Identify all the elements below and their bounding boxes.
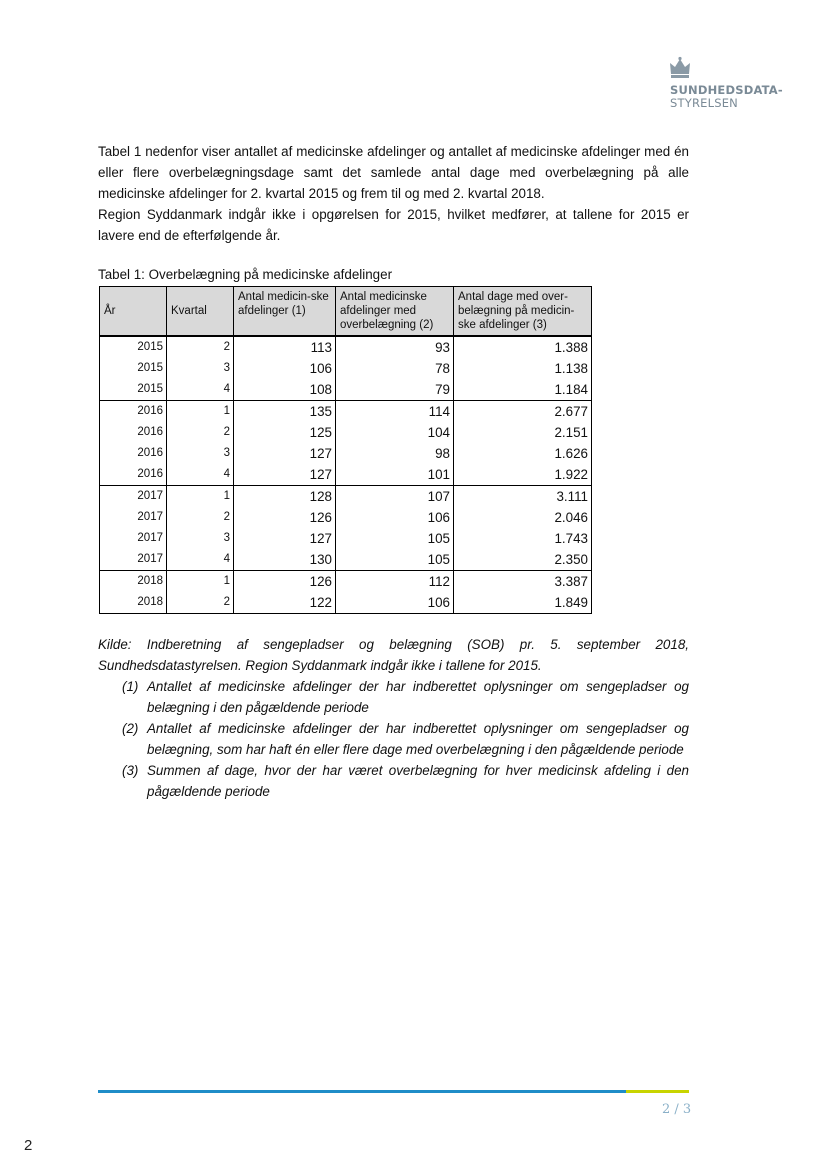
cell-quarter: 3 bbox=[167, 358, 234, 379]
cell-overcrowding-days: 1.388 bbox=[454, 336, 592, 358]
cell-quarter: 2 bbox=[167, 336, 234, 358]
source-notes bbox=[98, 634, 689, 802]
cell-departments-overcrowded: 93 bbox=[336, 336, 454, 358]
table-row bbox=[100, 379, 592, 401]
cell-quarter: 4 bbox=[167, 549, 234, 571]
cell-quarter: 2 bbox=[167, 592, 234, 614]
cell-departments-overcrowded: 114 bbox=[336, 401, 454, 423]
cell-overcrowding-days: 1.743 bbox=[454, 528, 592, 549]
cell-year: 2015 bbox=[100, 358, 167, 379]
header-departments-overcrowded: Antal medicinske afdelinger med overbelægning (2) bbox=[336, 287, 454, 337]
cell-overcrowding-days: 2.151 bbox=[454, 422, 592, 443]
cell-departments-overcrowded: 106 bbox=[336, 592, 454, 614]
table-row bbox=[100, 507, 592, 528]
logo-line-1: SUNDHEDSDATA- bbox=[670, 83, 783, 97]
footer-line-green bbox=[626, 1090, 689, 1093]
page-indicator: 2 / 3 bbox=[662, 1102, 692, 1117]
table-row bbox=[100, 528, 592, 549]
intro-paragraph-1: Tabel 1 nedenfor viser antallet af medicinske afdelinger og antallet af medicinske afdelinger med én eller flere overbelægningsdage samt det samlede antal dage med overbelægning på alle medicinske afdelinger for 2. kvartal 2015 og frem til og med 2. kvartal 2018. bbox=[98, 144, 689, 201]
cell-year: 2017 bbox=[100, 507, 167, 528]
cell-departments: 127 bbox=[234, 464, 336, 486]
cell-overcrowding-days: 3.111 bbox=[454, 486, 592, 508]
cell-year: 2018 bbox=[100, 592, 167, 614]
cell-overcrowding-days: 1.138 bbox=[454, 358, 592, 379]
footnote-number: (2) bbox=[122, 721, 139, 736]
table-row bbox=[100, 549, 592, 571]
cell-year: 2015 bbox=[100, 379, 167, 401]
cell-year: 2015 bbox=[100, 336, 167, 358]
footnote-text: Antallet af medicinske afdelinger der har indberettet oplysninger om sengepladser og belægning i den pågældende periode bbox=[147, 679, 689, 715]
table-header-row bbox=[100, 287, 592, 337]
cell-quarter: 2 bbox=[167, 422, 234, 443]
cell-departments: 126 bbox=[234, 507, 336, 528]
source-text: Kilde: Indberetning af sengepladser og belægning (SOB) pr. 5. september 2018, Sundhedsdatastyrelsen. Region Syddanmark indgår ikke i tallene for 2015. bbox=[98, 637, 689, 673]
crown-icon bbox=[668, 56, 692, 80]
cell-overcrowding-days: 1.922 bbox=[454, 464, 592, 486]
footnote-text: Antallet af medicinske afdelinger der har indberettet oplysninger om sengepladser og belægning, som har haft én eller flere dage med overbelægning i den pågældende periode bbox=[147, 721, 689, 757]
cell-quarter: 1 bbox=[167, 571, 234, 593]
cell-quarter: 1 bbox=[167, 486, 234, 508]
footnote-1 bbox=[98, 676, 689, 718]
cell-year: 2018 bbox=[100, 571, 167, 593]
cell-quarter: 2 bbox=[167, 507, 234, 528]
intro-paragraph-2: Region Syddanmark indgår ikke i opgørelsen for 2015, hvilket medfører, at tallene for 2015 er lavere end de efterfølgende år. bbox=[98, 207, 689, 243]
table-row bbox=[100, 571, 592, 593]
cell-overcrowding-days: 1.626 bbox=[454, 443, 592, 464]
cell-year: 2016 bbox=[100, 443, 167, 464]
cell-departments: 130 bbox=[234, 549, 336, 571]
cell-departments: 106 bbox=[234, 358, 336, 379]
cell-departments: 127 bbox=[234, 443, 336, 464]
cell-overcrowding-days: 2.350 bbox=[454, 549, 592, 571]
cell-year: 2016 bbox=[100, 464, 167, 486]
table-row bbox=[100, 443, 592, 464]
table-row bbox=[100, 336, 592, 358]
cell-departments-overcrowded: 105 bbox=[336, 528, 454, 549]
cell-quarter: 4 bbox=[167, 464, 234, 486]
cell-departments-overcrowded: 101 bbox=[336, 464, 454, 486]
page-number: 2 bbox=[24, 1137, 33, 1154]
cell-departments: 125 bbox=[234, 422, 336, 443]
footer-line-blue bbox=[98, 1090, 626, 1093]
table-row bbox=[100, 358, 592, 379]
table-row bbox=[100, 401, 592, 423]
cell-overcrowding-days: 1.184 bbox=[454, 379, 592, 401]
cell-departments: 108 bbox=[234, 379, 336, 401]
cell-year: 2016 bbox=[100, 422, 167, 443]
table-caption: Tabel 1: Overbelægning på medicinske afdelinger bbox=[98, 267, 393, 282]
cell-quarter: 3 bbox=[167, 528, 234, 549]
cell-year: 2017 bbox=[100, 528, 167, 549]
cell-quarter: 4 bbox=[167, 379, 234, 401]
cell-departments-overcrowded: 106 bbox=[336, 507, 454, 528]
table-body bbox=[100, 336, 592, 614]
cell-quarter: 1 bbox=[167, 401, 234, 423]
cell-departments-overcrowded: 78 bbox=[336, 358, 454, 379]
footnote-number: (3) bbox=[122, 763, 139, 778]
footnote-text: Summen af dage, hvor der har været overbelægning for hver medicinsk afdeling i den pågældende periode bbox=[147, 763, 689, 799]
table-row bbox=[100, 592, 592, 614]
cell-overcrowding-days: 1.849 bbox=[454, 592, 592, 614]
cell-year: 2017 bbox=[100, 486, 167, 508]
cell-departments-overcrowded: 79 bbox=[336, 379, 454, 401]
cell-quarter: 3 bbox=[167, 443, 234, 464]
table-row bbox=[100, 422, 592, 443]
cell-year: 2016 bbox=[100, 401, 167, 423]
overbelaegning-table bbox=[99, 286, 592, 614]
footnote-number: (1) bbox=[122, 679, 139, 694]
cell-departments: 113 bbox=[234, 336, 336, 358]
cell-departments-overcrowded: 98 bbox=[336, 443, 454, 464]
header-overcrowding-days: Antal dage med over-belægning på medicin-ske afdelinger (3) bbox=[454, 287, 592, 337]
cell-departments-overcrowded: 107 bbox=[336, 486, 454, 508]
table-row bbox=[100, 486, 592, 508]
footnote-2 bbox=[98, 718, 689, 760]
logo-line-2: STYRELSEN bbox=[670, 96, 738, 110]
cell-departments: 135 bbox=[234, 401, 336, 423]
cell-departments-overcrowded: 104 bbox=[336, 422, 454, 443]
cell-departments-overcrowded: 112 bbox=[336, 571, 454, 593]
footnote-3 bbox=[98, 760, 689, 802]
cell-departments: 127 bbox=[234, 528, 336, 549]
table-row bbox=[100, 464, 592, 486]
cell-departments: 128 bbox=[234, 486, 336, 508]
cell-departments: 126 bbox=[234, 571, 336, 593]
cell-overcrowding-days: 2.677 bbox=[454, 401, 592, 423]
header-departments: Antal medicin-ske afdelinger (1) bbox=[234, 287, 336, 337]
cell-overcrowding-days: 2.046 bbox=[454, 507, 592, 528]
header-year: År bbox=[100, 287, 167, 337]
cell-overcrowding-days: 3.387 bbox=[454, 571, 592, 593]
intro-text bbox=[98, 141, 689, 246]
cell-departments: 122 bbox=[234, 592, 336, 614]
cell-departments-overcrowded: 105 bbox=[336, 549, 454, 571]
cell-year: 2017 bbox=[100, 549, 167, 571]
header-quarter: Kvartal bbox=[167, 287, 234, 337]
